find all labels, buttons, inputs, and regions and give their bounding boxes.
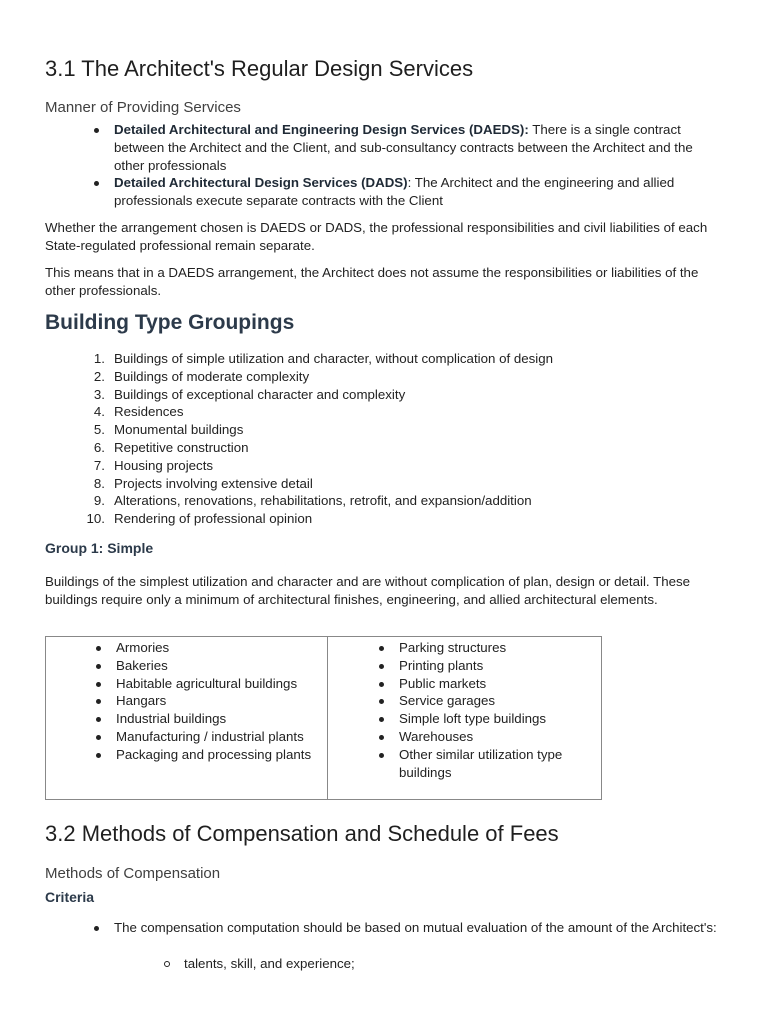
list-text: Projects involving extensive detail (114, 475, 313, 491)
section-title-3-1: 3.1 The Architect's Regular Design Services (45, 56, 474, 81)
subtitle-manner: Manner of Providing Services (45, 99, 241, 116)
daeds-desc: There is a single contract between the Architect and the Client, and sub-consultancy contracts between the Architect and the other professionals (114, 122, 693, 173)
heading-group-1: Group 1: Simple (45, 540, 154, 556)
list-item (116, 675, 326, 693)
list-number: 3. (93, 386, 105, 402)
daeds-term: Detailed Architectural and Engineering Design Services (DAEDS): (114, 122, 529, 137)
table-column-left (116, 639, 326, 764)
list-text: Repetitive construction (114, 439, 249, 455)
list-text: The compensation computation should be based on mutual evaluation of the amount of the Architect's: (114, 920, 717, 935)
list-number: 9. (93, 493, 105, 509)
bullet-dot-icon (94, 926, 99, 931)
list-item (399, 639, 599, 657)
list-item (45, 457, 553, 475)
list-text: Hangars (116, 693, 167, 709)
bullet-dot-icon (96, 753, 101, 758)
list-item (114, 919, 719, 937)
list-number: 4. (93, 404, 105, 420)
list-item (45, 510, 553, 528)
list-text: Other similar utilization type buildings (399, 746, 563, 780)
list-number: 7. (93, 457, 105, 473)
bullet-dot-icon (94, 128, 99, 133)
list-item (45, 403, 553, 421)
bullet-dot-icon (96, 699, 101, 704)
list-text: Simple loft type buildings (399, 711, 547, 727)
section-title-3-2: 3.2 Methods of Compensation and Schedule of Fees (45, 821, 559, 846)
list-number: 10. (86, 511, 105, 527)
list-text: Rendering of professional opinion (114, 511, 313, 527)
list-text: Monumental buildings (114, 422, 244, 438)
heading-criteria: Criteria (45, 889, 95, 905)
hollow-bullet-icon (164, 961, 170, 967)
list-item (45, 386, 553, 404)
list-number: 2. (93, 368, 105, 384)
list-item (399, 692, 599, 710)
bullet-dot-icon (379, 753, 384, 758)
list-item (114, 174, 726, 210)
list-item (45, 350, 553, 368)
bullet-dot-icon (379, 699, 384, 704)
list-item (116, 692, 326, 710)
list-item (45, 368, 553, 386)
dads-term: Detailed Architectural Design Services (DADS) (114, 175, 408, 191)
list-item (45, 439, 553, 457)
list-text: Parking structures (399, 640, 507, 655)
list-item (45, 492, 553, 510)
paragraph-daeds-meaning: This means that in a DAEDS arrangement, the Architect does not assume the responsibilities or liabilities of the other professionals. (45, 265, 699, 298)
list-item (116, 746, 326, 764)
list-item (116, 657, 326, 675)
list-text: Habitable agricultural buildings (116, 675, 298, 691)
list-text: Packaging and processing plants (116, 746, 312, 762)
list-item (116, 710, 326, 728)
list-number: 5. (93, 422, 105, 438)
paragraph-group-1-description: Buildings of the simplest utilization and character and are without complication of plan, design or detail. These buildings require only a minimum of architectural finishes, engineering, and allied architectural elements. (45, 574, 691, 607)
list-item (399, 710, 599, 728)
list-item (116, 728, 326, 746)
bullet-dot-icon (379, 646, 384, 651)
dads-desc: : The Architect and the engineering and allied professionals execute separate contracts with the Client (114, 175, 675, 209)
list-text: Residences (114, 404, 184, 420)
list-text: Buildings of moderate complexity (114, 368, 310, 384)
criteria-sub-bullet-list (184, 955, 724, 973)
list-text: Service garages (399, 693, 496, 709)
bullet-dot-icon (379, 664, 384, 669)
bullet-dot-icon (96, 646, 101, 651)
list-text: Alterations, renovations, rehabilitations, retrofit, and expansion/addition (114, 493, 532, 509)
list-text: Bakeries (116, 657, 168, 673)
table-column-divider (327, 637, 328, 799)
list-text: Public markets (399, 675, 487, 691)
list-text: Buildings of exceptional character and complexity (114, 386, 406, 402)
services-bullet-list (114, 121, 726, 210)
groupings-numbered-list (45, 350, 553, 528)
bullet-dot-icon (96, 717, 101, 722)
group-1-building-table (45, 636, 602, 800)
list-number: 1. (93, 351, 105, 366)
list-item (116, 639, 326, 657)
list-item (45, 421, 553, 439)
bullet-dot-icon (94, 181, 99, 186)
list-number: 6. (93, 439, 105, 455)
list-text: Warehouses (399, 728, 474, 744)
list-item (399, 728, 599, 746)
list-text: talents, skill, and experience; (184, 956, 355, 971)
bullet-dot-icon (379, 717, 384, 722)
list-item (114, 121, 726, 174)
list-text: Industrial buildings (116, 711, 227, 727)
list-item (399, 657, 599, 675)
subtitle-methods-of-compensation: Methods of Compensation (45, 865, 221, 882)
list-number: 8. (93, 475, 105, 491)
list-item (184, 955, 724, 973)
list-text: Buildings of simple utilization and character, without complication of design (114, 351, 554, 366)
bullet-dot-icon (96, 735, 101, 740)
list-item (45, 475, 553, 493)
bullet-dot-icon (379, 735, 384, 740)
list-text: Housing projects (114, 457, 214, 473)
bullet-dot-icon (96, 664, 101, 669)
criteria-bullet-list (114, 919, 719, 937)
heading-building-type-groupings: Building Type Groupings (45, 311, 295, 334)
table-column-right (399, 639, 599, 781)
list-item (399, 746, 599, 782)
bullet-dot-icon (96, 682, 101, 687)
bullet-dot-icon (379, 682, 384, 687)
list-item (399, 675, 599, 693)
list-text: Armories (116, 640, 170, 655)
list-text: Printing plants (399, 657, 484, 673)
list-text: Manufacturing / industrial plants (116, 728, 304, 744)
paragraph-arrangement: Whether the arrangement chosen is DAEDS or DADS, the professional responsibilities and civil liabilities of each State-regulated professional remain separate. (45, 220, 708, 253)
